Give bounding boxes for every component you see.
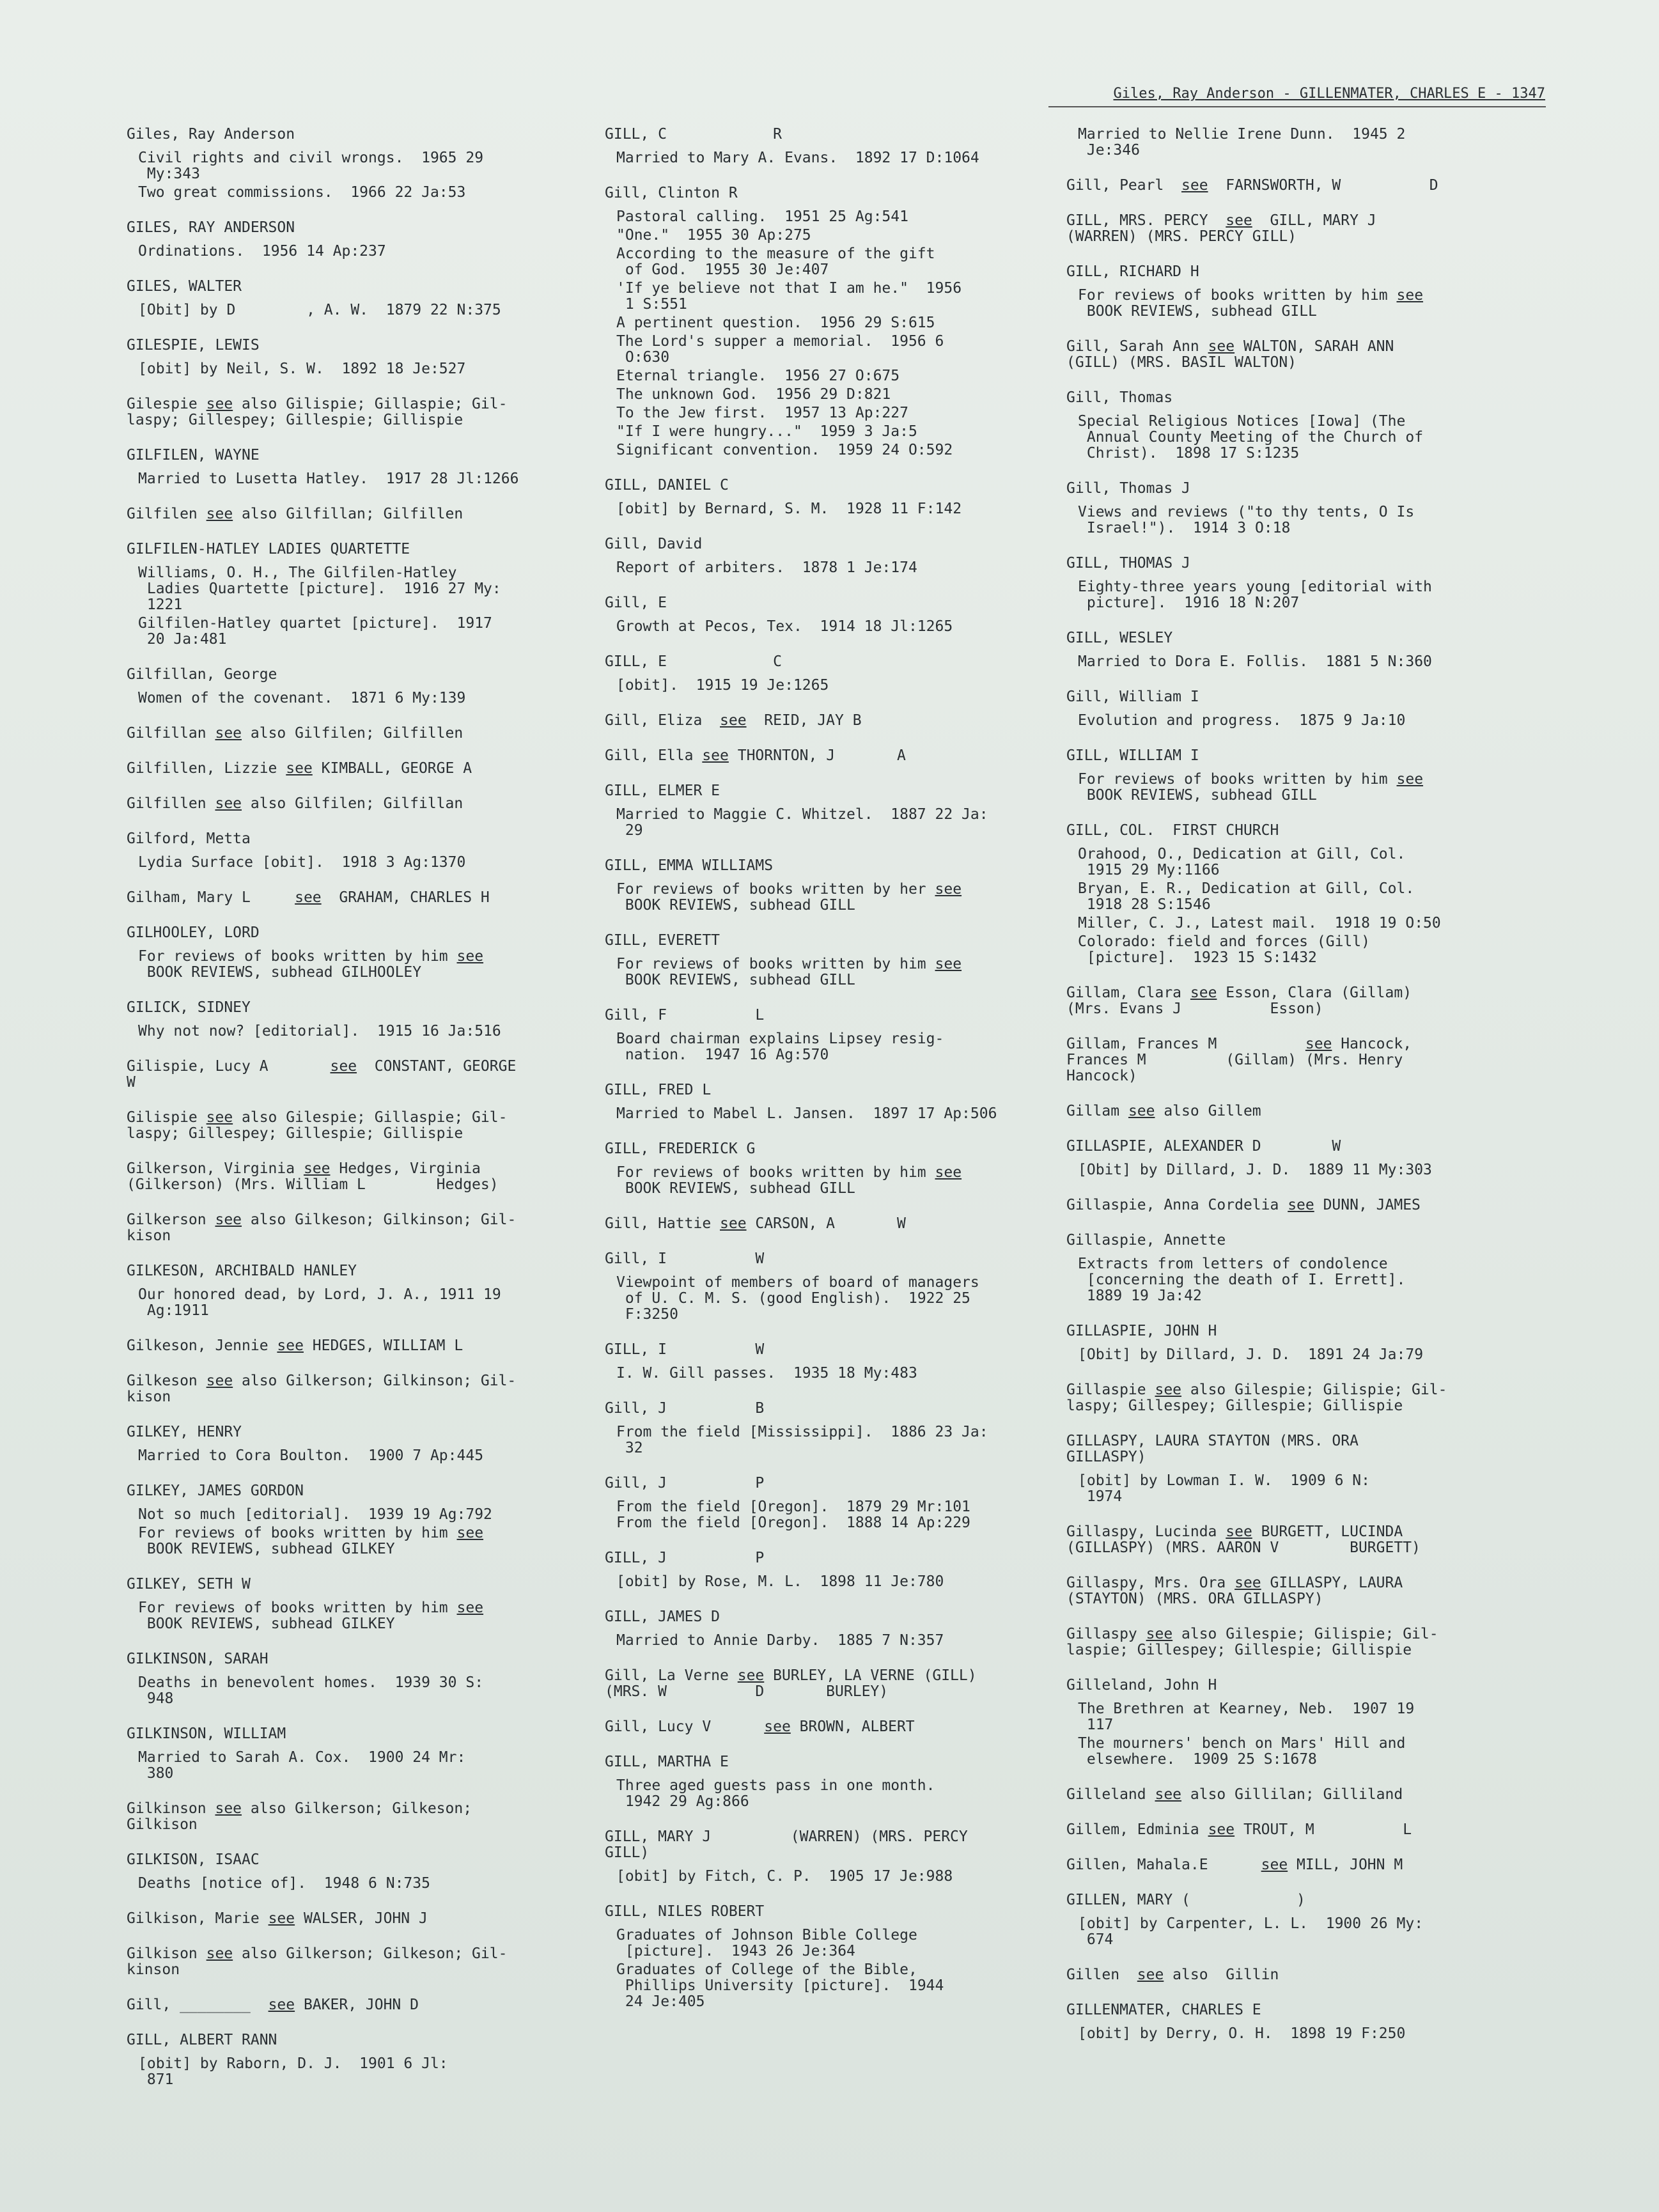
entry-citation: Report of arbiters. 1878 1 Je:174: [616, 559, 917, 576]
index-entry: [1066, 1524, 1552, 1556]
entry-citation: Significant convention. 1959 24 O:592: [616, 442, 953, 458]
entry-citation: Bryan, E. R., Dedication at Gill, Col. 1918 28 S:1546: [1078, 880, 1415, 913]
entry-citation: The unknown God. 1956 29 D:821: [616, 386, 891, 403]
index-entry: [1066, 1787, 1552, 1803]
index-entry: [127, 220, 600, 260]
entry-heading: GILL, FRED L: [605, 1082, 712, 1098]
entry-heading: Gilkeson, Jennie see HEDGES, WILLIAM L: [127, 1337, 463, 1354]
entry-citation: Growth at Pecos, Tex. 1914 18 Jl:1265: [616, 618, 953, 635]
index-entry: [605, 654, 1052, 694]
index-entry: [127, 1946, 600, 1978]
entry-citation: [obit] by Lowman I. W. 1909 6 N: 1974: [1078, 1472, 1370, 1505]
entry-heading: Gill, Ella see THORNTON, J A: [605, 747, 906, 764]
entry-citation: For reviews of books written by him see BOOK REVIEWS, subhead GILKEY: [138, 1525, 484, 1557]
entry-heading: Gillaspy, Lucinda see BURGETT, LUCINDA (GILLASPY) (MRS. AARON V BURGETT): [1066, 1523, 1421, 1556]
entry-heading: GILL, WESLEY: [1066, 630, 1173, 646]
entry-heading: Gill, Hattie see CARSON, A W: [605, 1215, 906, 1232]
entry-heading: Gill, Thomas: [1066, 389, 1173, 406]
index-entry: [127, 127, 600, 201]
entry-citation: Viewpoint of members of board of managers of U. C. M. S. (good English). 1922 25 F:3250: [616, 1274, 979, 1323]
index-entry: [1066, 1678, 1552, 1768]
index-entry: [127, 1212, 600, 1244]
index-entry: [127, 796, 600, 812]
entry-heading: GILLASPIE, ALEXANDER D W: [1066, 1138, 1341, 1155]
entry-citation: Married to Annie Darby. 1885 7 N:357: [616, 1632, 944, 1649]
index-entry: [605, 127, 1052, 166]
index-entry: [1066, 1103, 1552, 1119]
entry-heading: GILKINSON, SARAH: [127, 1651, 269, 1667]
entry-heading: Gilfillan, George: [127, 666, 277, 683]
entry-citation: Civil rights and civil wrongs. 1965 29 My:343: [138, 150, 484, 182]
index-entry: [127, 925, 600, 981]
entry-heading: GILL, EMMA WILLIAMS: [605, 857, 774, 874]
entry-citation: [Obit] by Dillard, J. D. 1891 24 Ja:79: [1078, 1346, 1424, 1363]
entry-citation: Views and reviews ("to thy tents, O Is Israel!"). 1914 3 O:18: [1078, 504, 1415, 536]
index-entry: [127, 1161, 600, 1193]
index-entry: [127, 726, 600, 742]
entry-citation: For reviews of books written by her see BOOK REVIEWS, subhead GILL: [616, 881, 962, 914]
entry-heading: Gilham, Mary L see GRAHAM, CHARLES H: [127, 889, 490, 906]
entry-citation: Deaths [notice of]. 1948 6 N:735: [138, 1875, 430, 1892]
entry-heading: GILKEY, HENRY: [127, 1424, 242, 1440]
entry-citation: Eternal triangle. 1956 27 O:675: [616, 368, 900, 384]
index-entry: [605, 1476, 1052, 1531]
entry-citation: Why not now? [editorial]. 1915 16 Ja:516: [138, 1023, 501, 1040]
index-entry: [1066, 1892, 1552, 1948]
index-entry: [605, 1342, 1052, 1382]
index-entry: [1066, 748, 1552, 804]
index-entry: [127, 541, 600, 648]
index-entry: [605, 748, 1052, 764]
entry-heading: GILL, NILES ROBERT: [605, 1903, 765, 1920]
entry-citation: To the Jew first. 1957 13 Ap:227: [616, 405, 908, 421]
entry-heading: Gilkison, Marie see WALSER, JOHN J: [127, 1910, 428, 1927]
entry-citation: Married to Cora Boulton. 1900 7 Ap:445: [138, 1447, 484, 1464]
entry-heading: GILLASPIE, JOHN H: [1066, 1323, 1217, 1339]
index-entry: [127, 1801, 600, 1833]
entry-citation: Orahood, O., Dedication at Gill, Col. 1915 29 My:1166: [1078, 846, 1406, 878]
entry-heading: Gillam, Frances M see Hancock, Frances M (Gillam) (Mrs. Henry Hancock): [1066, 1036, 1412, 1084]
entry-citation: According to the measure of the gift of God. 1955 30 Je:407: [616, 245, 935, 278]
index-entry: [1066, 264, 1552, 320]
index-entry: [605, 933, 1052, 988]
index-entry: [127, 1726, 600, 1782]
entry-heading: Gill, Clinton R: [605, 185, 738, 201]
index-entry: [605, 1216, 1052, 1232]
entry-citation: The Brethren at Kearney, Neb. 1907 19 117: [1078, 1701, 1415, 1733]
entry-citation: Pastoral calling. 1951 25 Ag:541: [616, 208, 908, 225]
index-entry: [1066, 1822, 1552, 1838]
index-entry: [605, 185, 1052, 458]
entry-heading: Gill, ________ see BAKER, JOHN D: [127, 1997, 419, 2013]
entry-citation: From the field [Mississippi]. 1886 23 Ja: 32: [616, 1424, 988, 1456]
entry-citation: The mourners' bench on Mars' Hill and elsewhere. 1909 25 S:1678: [1078, 1735, 1406, 1768]
entry-heading: GILL, MRS. PERCY see GILL, MARY J (WARREN) (MRS. PERCY GILL): [1066, 212, 1376, 245]
entry-heading: Gill, Eliza see REID, JAY B: [605, 712, 862, 729]
entry-citation: [obit] by Fitch, C. P. 1905 17 Je:988: [616, 1868, 953, 1885]
entry-heading: GILKEY, SETH W: [127, 1576, 251, 1593]
entry-heading: Gilispie see also Gilespie; Gillaspie; Gil- laspy; Gillespey; Gillespie; Gillispie: [127, 1109, 508, 1142]
entry-heading: GILL, FREDERICK G: [605, 1141, 756, 1157]
entry-citation: For reviews of books written by him see BOOK REVIEWS, subhead GILHOOLEY: [138, 948, 484, 981]
entry-citation: [Obit] by Dillard, J. D. 1889 11 My:303: [1078, 1162, 1432, 1178]
entry-heading: Gilkeson see also Gilkerson; Gilkinson; Gil- kison: [127, 1373, 517, 1405]
index-entry: [605, 536, 1052, 576]
index-entry: [1066, 689, 1552, 729]
entry-citation: Our honored dead, by Lord, J. A., 1911 19 Ag:1911: [138, 1286, 501, 1319]
entry-citation: [obit]. 1915 19 Je:1265: [616, 677, 829, 694]
entry-heading: GILL, COL. FIRST CHURCH: [1066, 822, 1279, 839]
entry-heading: Gill, Lucy V see BROWN, ALBERT: [605, 1718, 915, 1735]
index-entry: [605, 1609, 1052, 1649]
index-entry: [605, 783, 1052, 839]
entry-heading: GILES, WALTER: [127, 278, 242, 295]
index-entry: [1066, 1139, 1552, 1178]
entry-heading: GILL, WILLIAM I: [1066, 747, 1199, 764]
entry-citation: Women of the covenant. 1871 6 My:139: [138, 690, 466, 706]
entry-citation: For reviews of books written by him see BOOK REVIEWS, subhead GILKEY: [138, 1600, 484, 1632]
entry-citation: For reviews of books written by him see BOOK REVIEWS, subhead GILL: [1078, 287, 1424, 320]
entry-citation: Williams, O. H., The Gilfilen-Hatley Ladies Quartette [picture]. 1916 27 My: 1221: [138, 565, 501, 613]
entry-heading: Gill, F L: [605, 1007, 765, 1024]
entry-heading: Gill, I W: [605, 1250, 765, 1267]
entry-heading: GILL, RICHARD H: [1066, 263, 1199, 280]
entry-citation: Graduates of College of the Bible, Phillips University [picture]. 1944 24 Je:405: [616, 1961, 944, 2010]
entry-heading: GILICK, SIDNEY: [127, 999, 251, 1016]
index-entry: [127, 1373, 600, 1405]
entry-heading: GILHOOLEY, LORD: [127, 924, 260, 941]
entry-citation: [obit] by Rose, M. L. 1898 11 Je:780: [616, 1573, 944, 1590]
entry-heading: GILL, ALBERT RANN: [127, 2032, 277, 2048]
entry-heading: Gill, J B: [605, 1400, 765, 1417]
entry-heading: GILL, THOMAS J: [1066, 555, 1190, 572]
entry-heading: Gillem, Edminia see TROUT, M L: [1066, 1821, 1412, 1838]
entry-citation: Married to Maggie C. Whitzel. 1887 22 Ja: 29: [616, 806, 988, 839]
entry-heading: Gill, Pearl see FARNSWORTH, W D: [1066, 177, 1438, 194]
index-entry: [1066, 1857, 1552, 1873]
entry-heading: Gilespie see also Gilispie; Gillaspie; Gil- laspy; Gillespey; Gillespie; Gillispie: [127, 396, 508, 428]
entry-citation: Not so much [editorial]. 1939 19 Ag:792: [138, 1506, 492, 1523]
index-entry: [127, 1059, 600, 1091]
index-entry: [127, 1852, 600, 1892]
column-3: [1066, 127, 1552, 2061]
entry-citation: A pertinent question. 1956 29 S:615: [616, 315, 935, 331]
entry-heading: GILES, RAY ANDERSON: [127, 219, 295, 236]
index-entry: [127, 279, 600, 318]
entry-heading: GILL, C R: [605, 126, 782, 143]
index-entry: [1066, 985, 1552, 1017]
entry-heading: Gill, J P: [605, 1475, 765, 1492]
index-entry: [127, 831, 600, 871]
entry-heading: Gillaspie see also Gilespie; Gilispie; Gil- laspy; Gillespey; Gillespie; Gillispie: [1066, 1382, 1447, 1414]
index-entry: [127, 1577, 600, 1632]
entry-heading: GILESPIE, LEWIS: [127, 337, 260, 354]
index-entry: [1066, 481, 1552, 536]
index-entry: [1066, 1233, 1552, 1304]
index-entry: [127, 338, 600, 377]
entry-heading: Gill, La Verne see BURLEY, LA VERNE (GILL) (MRS. W D BURLEY): [605, 1667, 977, 1700]
index-entry: [127, 396, 600, 428]
entry-citation: Married to Mary A. Evans. 1892 17 D:1064: [616, 150, 979, 166]
entry-heading: Gillen, Mahala.E see MILL, JOHN M: [1066, 1857, 1403, 1873]
entry-heading: Gilfillen, Lizzie see KIMBALL, GEORGE A: [127, 760, 472, 777]
index-entry: [1066, 1967, 1552, 1983]
entry-heading: Gilleland, John H: [1066, 1677, 1217, 1694]
index-entry: [605, 1141, 1052, 1197]
entry-heading: Gilford, Metta: [127, 830, 251, 847]
entry-citation: For reviews of books written by him see BOOK REVIEWS, subhead GILL: [1078, 771, 1424, 804]
entry-citation: [obit] by Neil, S. W. 1892 18 Je:527: [138, 361, 466, 377]
index-entry: [127, 667, 600, 706]
entry-citation: Married to Mabel L. Jansen. 1897 17 Ap:506: [616, 1105, 997, 1122]
entry-citation: "If I were hungry..." 1959 3 Ja:5: [616, 423, 917, 440]
index-entry: [605, 1401, 1052, 1456]
entry-heading: GILLENMATER, CHARLES E: [1066, 2002, 1261, 2018]
index-entry: [1066, 823, 1552, 966]
entry-heading: Gilfilen see also Gilfillan; Gilfillen: [127, 506, 463, 522]
entry-citation: Married to Lusetta Hatley. 1917 28 Jl:1266: [138, 471, 519, 487]
entry-citation: Board chairman explains Lipsey resig- nation. 1947 16 Ag:570: [616, 1031, 944, 1063]
entry-citation: Extracts from letters of condolence [concerning the death of I. Errett]. 1889 19 Ja:42: [1078, 1256, 1406, 1304]
entry-heading: GILLEN, MARY ( ): [1066, 1892, 1305, 1908]
entry-heading: GILKINSON, WILLIAM: [127, 1725, 286, 1742]
running-header: [1113, 86, 1545, 102]
entry-heading: Gilispie, Lucy A see CONSTANT, GEORGE W: [127, 1058, 517, 1091]
index-entry: [127, 1651, 600, 1707]
index-entry: [605, 1904, 1052, 2010]
entry-heading: Gilkinson see also Gilkerson; Gilkeson; Gilkison: [127, 1800, 472, 1833]
index-entry: [1066, 1575, 1552, 1607]
index-entry: [605, 478, 1052, 517]
index-entry: [605, 1829, 1052, 1885]
index-entry: [605, 1082, 1052, 1122]
entry-citation: 'If ye believe not that I am he." 1956 1 S:551: [616, 280, 962, 313]
index-entry: [1066, 213, 1552, 245]
entry-citation: Deaths in benevolent homes. 1939 30 S: 948: [138, 1674, 484, 1707]
index-entry: [1066, 1323, 1552, 1363]
entry-citation: For reviews of books written by him see BOOK REVIEWS, subhead GILL: [616, 956, 962, 988]
index-entry: [127, 506, 600, 522]
column-1: [127, 127, 600, 2107]
entry-citation: Graduates of Johnson Bible College [picture]. 1943 26 Je:364: [616, 1927, 917, 1959]
index-entry: [1066, 1382, 1552, 1414]
entry-heading: Gill, David: [605, 536, 703, 552]
entry-heading: GILL, I W: [605, 1341, 765, 1358]
index-entry: [127, 1483, 600, 1557]
entry-heading: Gillaspie, Annette: [1066, 1232, 1226, 1249]
entry-heading: Gilkison see also Gilkerson; Gilkeson; Gil- kinson: [127, 1945, 508, 1978]
entry-heading: GILL, MARY J (WARREN) (MRS. PERCY GILL): [605, 1828, 968, 1861]
entry-citation: Ordinations. 1956 14 Ap:237: [138, 243, 386, 260]
entry-heading: GILKEY, JAMES GORDON: [127, 1483, 304, 1499]
entry-heading: Gill, Thomas J: [1066, 480, 1190, 497]
index-entry: [127, 1338, 600, 1354]
entry-citation: [Obit] by D , A. W. 1879 22 N:375: [138, 302, 501, 318]
entry-heading: Gillaspy, Mrs. Ora see GILLASPY, LAURA (STAYTON) (MRS. ORA GILLASPY): [1066, 1575, 1403, 1607]
index-entry: [127, 448, 600, 487]
entry-citation: [obit] by Carpenter, L. L. 1900 26 My: 674: [1078, 1915, 1424, 1948]
entry-citation: Married to Dora E. Follis. 1881 5 N:360: [1078, 653, 1432, 670]
entry-heading: GILL, DANIEL C: [605, 477, 729, 494]
header-rule: [1048, 106, 1546, 107]
index-entry: [1066, 339, 1552, 371]
index-entry: [127, 761, 600, 777]
entry-citation: "One." 1955 30 Ap:275: [616, 227, 811, 244]
index-entry: [127, 1000, 600, 1040]
entry-heading: GILLASPY, LAURA STAYTON (MRS. ORA GILLASPY): [1066, 1433, 1359, 1465]
entry-heading: Giles, Ray Anderson: [127, 126, 295, 143]
index-entry: [605, 858, 1052, 914]
entry-heading: GILFILEN-HATLEY LADIES QUARTETTE: [127, 541, 410, 557]
entry-heading: GILFILEN, WAYNE: [127, 447, 260, 463]
index-entry: [605, 1550, 1052, 1590]
entry-citation: Evolution and progress. 1875 9 Ja:10: [1078, 712, 1406, 729]
running-header-text: Giles, Ray Anderson - GILLENMATER, CHARLES E - 1347: [1113, 86, 1545, 102]
entry-citation: Gilfilen-Hatley quartet [picture]. 1917 20 Ja:481: [138, 615, 492, 648]
entry-citation: Lydia Surface [obit]. 1918 3 Ag:1370: [138, 854, 466, 871]
index-entry: [1066, 127, 1552, 159]
entry-heading: GILL, J P: [605, 1550, 765, 1566]
entry-heading: Gilkerson, Virginia see Hedges, Virginia (Gilkerson) (Mrs. William L Hedges): [127, 1160, 499, 1193]
index-entry: [605, 1719, 1052, 1735]
entry-citation: Married to Sarah A. Cox. 1900 24 Mr: 380: [138, 1749, 466, 1782]
index-entry: [127, 1911, 600, 1927]
entry-citation: Special Religious Notices [Iowa] (The Annual County Meeting of the Church of Christ). 1898 17 S:1235: [1078, 413, 1424, 462]
entry-heading: Gill, Sarah Ann see WALTON, SARAH ANN (GILL) (MRS. BASIL WALTON): [1066, 338, 1394, 371]
entry-heading: GILL, JAMES D: [605, 1608, 720, 1625]
index-entry: [605, 595, 1052, 635]
entry-heading: GILKISON, ISAAC: [127, 1851, 260, 1868]
index-entry: [127, 1424, 600, 1464]
entry-citation: Two great commissions. 1966 22 Ja:53: [138, 184, 466, 201]
index-entry: [1066, 178, 1552, 194]
index-entry: [605, 1754, 1052, 1810]
index-entry: [605, 1008, 1052, 1063]
index-entry: [127, 890, 600, 906]
index-entry: [1066, 1197, 1552, 1213]
entry-citation: Miller, C. J., Latest mail. 1918 19 O:50: [1078, 915, 1441, 931]
index-entry: [127, 2032, 600, 2088]
index-entry: [127, 1263, 600, 1319]
entry-heading: GILL, MARTHA E: [605, 1754, 729, 1770]
index-entry: [127, 1110, 600, 1142]
entry-heading: Gillaspie, Anna Cordelia see DUNN, JAMES: [1066, 1197, 1421, 1213]
entry-citation: Colorado: field and forces (Gill) [picture]. 1923 15 S:1432: [1078, 933, 1370, 966]
entry-citation: [obit] by Bernard, S. M. 1928 11 F:142: [616, 501, 962, 517]
entry-citation: [obit] by Derry, O. H. 1898 19 F:250: [1078, 2025, 1406, 2042]
entry-citation: For reviews of books written by him see BOOK REVIEWS, subhead GILL: [616, 1164, 962, 1197]
entry-heading: GILL, E C: [605, 653, 782, 670]
entry-heading: Gillam, Clara see Esson, Clara (Gillam) (Mrs. Evans J Esson): [1066, 985, 1412, 1017]
index-entry: [1066, 1036, 1552, 1084]
entry-heading: Gilkerson see also Gilkeson; Gilkinson; Gil- kison: [127, 1211, 517, 1244]
entry-heading: Gilleland see also Gillilan; Gilliland: [1066, 1786, 1403, 1803]
entry-citation: Three aged guests pass in one month. 1942 29 Ag:866: [616, 1777, 935, 1810]
index-entry: [1066, 2002, 1552, 2042]
index-entry: [1066, 630, 1552, 670]
entry-citation: [obit] by Raborn, D. J. 1901 6 Jl: 871: [138, 2055, 448, 2088]
entry-heading: Gillaspy see also Gilespie; Gilispie; Gil- laspie; Gillespey; Gillespie; Gillispie: [1066, 1626, 1438, 1658]
index-entry: [605, 1251, 1052, 1323]
entry-citation: I. W. Gill passes. 1935 18 My:483: [616, 1365, 917, 1382]
entry-heading: Gillen see also Gillin: [1066, 1967, 1279, 1983]
column-2: [605, 127, 1052, 2029]
entry-citation: From the field [Oregon]. 1879 29 Mr:101 From the field [Oregon]. 1888 14 Ap:229: [616, 1499, 970, 1531]
index-entry: [605, 713, 1052, 729]
entry-heading: Gill, E: [605, 595, 667, 611]
index-entry: [1066, 556, 1552, 611]
entry-heading: Gillam see also Gillem: [1066, 1103, 1261, 1119]
index-entry: [1066, 1626, 1552, 1658]
index-entry: [127, 1997, 600, 2013]
index-entry: [1066, 1433, 1552, 1505]
entry-heading: Gilfillen see also Gilfilen; Gilfillan: [127, 795, 463, 812]
entry-heading: GILKESON, ARCHIBALD HANLEY: [127, 1263, 357, 1279]
entry-heading: Gilfillan see also Gilfilen; Gilfillen: [127, 725, 463, 742]
entry-citation: Married to Nellie Irene Dunn. 1945 2 Je:346: [1078, 126, 1406, 159]
entry-heading: GILL, ELMER E: [605, 783, 720, 799]
entry-heading: GILL, EVERETT: [605, 932, 720, 949]
entry-citation: Eighty-three years young [editorial with picture]. 1916 18 N:207: [1078, 579, 1432, 611]
entry-heading: Gill, William I: [1066, 689, 1199, 705]
index-entry: [605, 1668, 1052, 1700]
entry-citation: The Lord's supper a memorial. 1956 6 O:630: [616, 333, 944, 366]
index-entry: [1066, 390, 1552, 462]
